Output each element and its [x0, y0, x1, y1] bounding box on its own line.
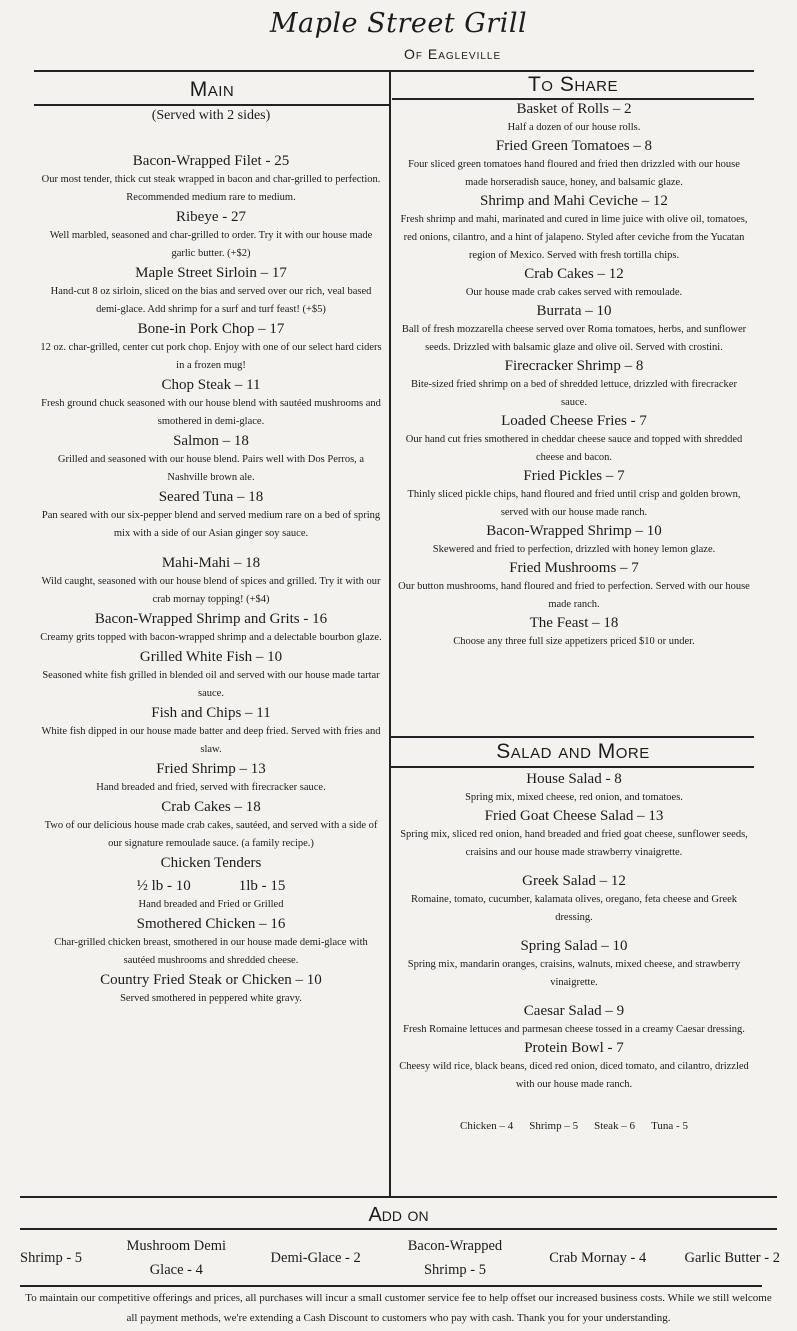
menu-header	[0, 0, 797, 70]
item-name: The Feast – 18	[529, 615, 619, 631]
main-column	[34, 108, 388, 1009]
main-heading-rule	[34, 104, 390, 106]
menu-item	[34, 376, 388, 431]
salad-heading: Salad and More	[496, 740, 650, 763]
item-desc: Our house made crab cakes served with remoulade.	[465, 287, 683, 298]
item-name: Seared Tuna – 18	[158, 489, 264, 505]
item-desc: 12 oz. char-grilled, center cut pork chop. Enjoy with one of our select hard ciders in a frozen mug!	[40, 342, 382, 371]
menu-item	[34, 432, 388, 487]
item-name: Smothered Chicken – 16	[136, 916, 286, 932]
menu-item	[34, 208, 388, 263]
menu-item	[34, 798, 388, 853]
tender-full-price: 1lb - 15	[238, 878, 286, 894]
menu-item	[394, 807, 754, 862]
item-desc: Pan seared with our six-pepper blend and served medium rare on a bed of spring mix with a side of our Asian ginger soy sauce.	[41, 510, 381, 539]
protein-addons	[460, 1120, 688, 1132]
share-heading: To Share	[527, 73, 618, 96]
item-name: Fried Pickles – 7	[523, 468, 625, 484]
item-name: Basket of Rolls – 2	[516, 101, 632, 117]
item-desc: Creamy grits topped with bacon-wrapped shrimp and a delectable bourbon glaze.	[40, 632, 382, 643]
item-desc: Our button mushrooms, hand floured and fried to perfection. Served with our house made ranch.	[398, 581, 750, 610]
item-name: Spring Salad – 10	[520, 938, 628, 954]
menu-item	[34, 971, 388, 1008]
addon-item: Crab Mornay - 4	[549, 1250, 647, 1266]
addon-item: Shrimp - 5	[20, 1250, 83, 1266]
menu-item	[394, 357, 754, 412]
item-name: Bacon-Wrapped Filet - 25	[132, 153, 290, 169]
menu-item-chicken-tenders	[34, 854, 388, 914]
item-desc: Grilled and seasoned with our house blend. Pairs well with Dos Perros, a Nashville brown ale.	[57, 454, 365, 483]
menu-item	[34, 610, 388, 647]
menu-item	[34, 648, 388, 703]
item-desc: Half a dozen of our house rolls.	[507, 122, 641, 133]
tender-prices	[34, 877, 388, 896]
item-desc: White fish dipped in our house made batter and deep fried. Served with fries and slaw.	[41, 726, 381, 755]
item-desc: Spring mix, mixed cheese, red onion, and tomatoes.	[465, 792, 683, 803]
top-rule	[34, 70, 754, 72]
menu-item	[394, 937, 754, 992]
item-desc: Hand breaded and Fried or Grilled	[138, 899, 284, 910]
menu-item	[34, 760, 388, 797]
item-name: Loaded Cheese Fries - 7	[501, 413, 647, 429]
item-name: Fried Shrimp – 13	[156, 761, 266, 777]
item-desc: Hand-cut 8 oz sirloin, sliced on the bias and served over our rich, veal based demi-glace. Add shrimp for a surf and turf feast! (+$5)	[50, 286, 372, 315]
item-desc: Spring mix, sliced red onion, hand breaded and fried goat cheese, sunflower seeds, craisins and our house made strawberry vinaigrette.	[400, 829, 748, 858]
menu-item	[394, 522, 754, 559]
item-name: Caesar Salad – 9	[523, 1003, 625, 1019]
salad-bottom-rule	[391, 766, 754, 768]
item-name: Fried Goat Cheese Salad – 13	[484, 808, 664, 824]
menu-item	[394, 1039, 754, 1094]
addon-item: Bacon-Wrapped Shrimp - 5	[407, 1238, 503, 1278]
menu-item	[394, 265, 754, 302]
addon-heading: Add on	[368, 1204, 429, 1226]
item-name: Grilled White Fish – 10	[139, 649, 283, 665]
addon-item: Demi-Glace - 2	[270, 1250, 361, 1266]
menu-item	[34, 704, 388, 759]
menu-item	[34, 915, 388, 970]
service-fee-notice: To maintain our competitive offerings and prices, all purchases will incur a small customer service fee to help offset our increased business costs. While we still welcome all payment methods, we're extending a Cash Discount to customers who pay with cash. Thank you for your understanding.	[25, 1292, 772, 1324]
item-name: Fried Mushrooms – 7	[509, 560, 639, 576]
item-name: Crab Cakes – 18	[161, 799, 261, 815]
item-desc: Fresh ground chuck seasoned with our house blend with sautéed mushrooms and smothered in demi-glace.	[41, 398, 381, 427]
menu-item	[34, 554, 388, 609]
restaurant-subtitle: Of Eagleville	[404, 46, 502, 62]
menu-item	[394, 100, 754, 137]
item-desc: Thinly sliced pickle chips, hand floured and fried until crisp and golden brown, served with our house made ranch.	[407, 489, 741, 518]
menu-item	[394, 192, 754, 265]
menu-item	[394, 137, 754, 192]
item-desc: Our most tender, thick cut steak wrapped in bacon and char-grilled to perfection. Recommended medium rare to medium.	[41, 174, 381, 203]
item-name: Bone-in Pork Chop – 17	[137, 321, 285, 337]
menu-item	[34, 488, 388, 543]
item-desc: Char-grilled chicken breast, smothered in our house made demi-glace with sautéed mushrooms and shredded cheese.	[54, 937, 368, 966]
item-desc: Romaine, tomato, cucumber, kalamata olives, oregano, feta cheese and Greek dressing.	[410, 894, 738, 923]
addon-item: Garlic Butter - 2	[684, 1250, 780, 1266]
item-name: Fried Green Tomatoes – 8	[495, 138, 653, 154]
menu-item	[394, 614, 754, 651]
item-name: Country Fried Steak or Chicken – 10	[100, 972, 322, 988]
item-desc: Two of our delicious house made crab cakes, sautéed, and served with a side of our signature remoulade sauce. (a family recipe.)	[44, 820, 378, 849]
menu-item	[394, 872, 754, 927]
protein-option: Chicken – 4	[460, 1120, 514, 1132]
item-desc: Four sliced green tomatoes hand floured and fried then drizzled with our house made horseradish sauce, honey, and balsamic glaze.	[408, 159, 740, 188]
item-desc: Ball of fresh mozzarella cheese served over Roma tomatoes, herbs, and sunflower seeds. Drizzled with balsamic glaze and olive oil. Served with crostini.	[401, 324, 747, 353]
menu-item	[394, 467, 754, 522]
addon-item: Mushroom Demi Glace - 4	[126, 1238, 227, 1278]
item-name: Bacon-Wrapped Shrimp and Grits - 16	[94, 611, 328, 627]
item-desc: Bite-sized fried shrimp on a bed of shredded lettuce, drizzled with firecracker sauce.	[411, 379, 737, 408]
menu-item	[34, 152, 388, 207]
menu-item	[394, 412, 754, 467]
served-note: (Served with 2 sides)	[151, 108, 271, 123]
item-desc: Seasoned white fish grilled in blended oil and served with our house made tartar sauce.	[42, 670, 380, 699]
item-name: Greek Salad – 12	[522, 873, 626, 889]
share-column	[394, 100, 754, 651]
item-desc: Skewered and fried to perfection, drizzled with honey lemon glaze.	[432, 544, 716, 555]
item-name: Ribeye - 27	[176, 209, 246, 225]
item-name: Burrata – 10	[536, 303, 612, 319]
item-name: Shrimp and Mahi Ceviche – 12	[480, 193, 668, 209]
addon-top-rule	[20, 1196, 777, 1198]
salad-top-rule	[391, 736, 754, 738]
item-name: Chop Steak – 11	[161, 377, 261, 393]
menu-item	[394, 559, 754, 614]
item-desc: Our hand cut fries smothered in cheddar cheese sauce and topped with shredded cheese and bacon.	[405, 434, 743, 463]
footer-rule	[20, 1285, 762, 1287]
item-desc: Served smothered in peppered white gravy.	[120, 993, 302, 1004]
item-name: Maple Street Sirloin – 17	[135, 265, 287, 281]
addon-heading-rule	[20, 1228, 777, 1230]
menu-item	[394, 302, 754, 357]
addon-list	[20, 1232, 780, 1284]
item-name: House Salad - 8	[526, 771, 622, 787]
menu-item	[34, 320, 388, 375]
item-desc: Choose any three full size appetizers priced $10 or under.	[453, 636, 695, 647]
restaurant-title: Maple Street Grill	[269, 8, 528, 39]
item-name: Crab Cakes – 12	[524, 266, 624, 282]
protein-option: Tuna - 5	[651, 1120, 688, 1132]
item-name: Chicken Tenders	[160, 855, 262, 871]
menu-item	[394, 770, 754, 807]
item-name: Fish and Chips – 11	[151, 705, 271, 721]
item-desc: Cheesy wild rice, black beans, diced red onion, diced tomato, and cilantro, drizzled with our house made ranch.	[399, 1061, 749, 1090]
item-desc: Fresh Romaine lettuces and parmesan cheese tossed in a creamy Caesar dressing.	[403, 1024, 745, 1035]
item-desc: Fresh shrimp and mahi, marinated and cured in lime juice with olive oil, tomatoes, red onions, cilantro, and a hint of jalapeno. Styled after ceviche from the Yucatan region of Mexico. Served with fresh tortilla chips.	[400, 214, 748, 261]
menu-item	[34, 264, 388, 319]
main-heading: Main	[189, 78, 235, 101]
item-desc: Hand breaded and fried, served with firecracker sauce.	[96, 782, 326, 793]
item-desc: Wild caught, seasoned with our house blend of spices and grilled. Try it with our crab mornay topping! (+$4)	[41, 576, 381, 605]
protein-option: Steak – 6	[594, 1120, 636, 1132]
protein-option: Shrimp – 5	[529, 1120, 579, 1132]
tender-half-price: ½ lb - 10	[136, 878, 191, 894]
salad-column	[394, 770, 754, 1132]
item-desc: Well marbled, seasoned and char-grilled to order. Try it with our house made garlic butter. (+$2)	[49, 230, 373, 259]
item-name: Salmon – 18	[173, 433, 249, 449]
item-desc: Spring mix, mandarin oranges, craisins, walnuts, mixed cheese, and strawberry vinaigrette.	[407, 959, 741, 988]
item-name: Mahi-Mahi – 18	[161, 555, 261, 571]
item-name: Protein Bowl - 7	[524, 1040, 624, 1056]
menu-item	[394, 1002, 754, 1039]
item-name: Bacon-Wrapped Shrimp – 10	[486, 523, 662, 539]
column-divider	[389, 72, 391, 1196]
item-name: Firecracker Shrimp – 8	[504, 358, 644, 374]
